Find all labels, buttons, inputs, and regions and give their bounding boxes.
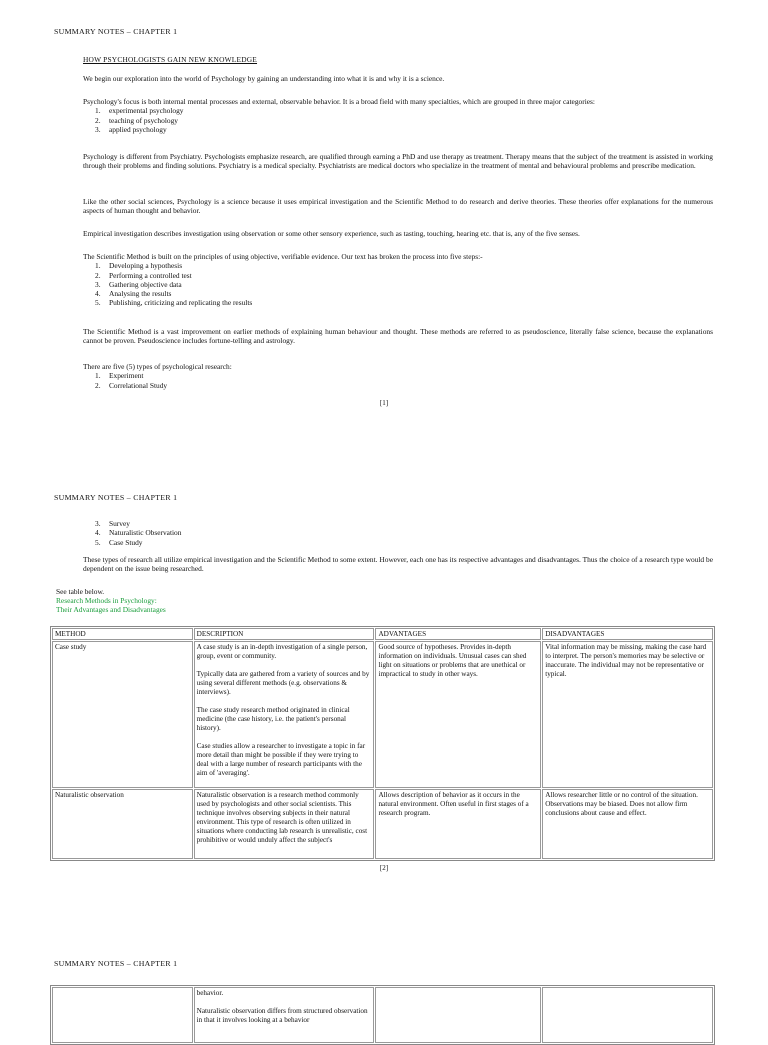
description-paragraph: behavior. [196,989,224,997]
paragraph-scientific-method [83,252,713,308]
table-header-row [52,628,713,640]
description-paragraph: Case studies allow a researcher to investigate a topic in far more detail than might be possible if they were trying to deal with a large number of research participants with the aim of 'averaging'. [196,742,366,777]
paragraph-pseudoscience: The Scientific Method is a vast improvement on earlier methods of explaining human behaviour and thought. These methods are referred to as pseudoscience, literally false science, because the explanations cannot be proven. Pseudoscience includes fortune-telling and astrology. [83,327,713,346]
description-paragraph: The case study research method originated in clinical medicine (the case history, i.e. the patient's personal history). [196,706,350,732]
table-title: Research Methods in Psychology: [56,596,157,605]
description-paragraph: Naturalistic observation is a research method commonly used by psychologists and other social scientists. This technique involves observing subjects in their natural environment. This type of research is often utilized in situations where conducting lab research is unrealistic, cost prohibitive or would unduly affect the subject's [196,791,368,844]
list-item: 1. Developing a hypothesis [95,261,183,271]
page-header: SUMMARY NOTES – CHAPTER 1 [54,493,178,502]
page-number: [1] [379,399,389,407]
description-paragraph: Typically data are gathered from a variety of sources and by using several different methods (e.g. observations & interviews). [196,670,370,696]
disadvantages-cell: Vital information may be missing, making the case hard to interpret. The person's memories may be selective or inaccurate. The individual may not be representative or typical. [542,641,713,788]
page-header: SUMMARY NOTES – CHAPTER 1 [54,959,178,968]
description-paragraph: Naturalistic observation differs from structured observation in that it involves looking at a behavior [196,1007,368,1024]
list-item: 5. Publishing, criticizing and replicating the results [95,298,253,308]
list-item: 3. Survey [95,519,130,528]
table-subtitle: Their Advantages and Disadvantages [56,605,166,614]
disadvantages-cell: Allows researcher little or no control of the situation. Observations may be biased. Does not allow firm conclusions about cause and effect. [542,789,713,859]
paragraph-empirical: Empirical investigation describes investigation using observation or some other sensory experience, such as tasting, touching, hearing etc. that is, any of the five senses. [83,229,580,238]
description-paragraph: A case study is an in-depth investigation of a single person, group, event or community. [196,643,368,660]
paragraph-science: Like the other social sciences, Psychology is a science because it uses empirical investigation and the Scientific Method to do research and derive theories. These theories offer explanations for the numerous aspects of human thought and behavior. [83,197,713,216]
page-number: [2] [379,864,389,872]
list-item: 4. Naturalistic Observation [95,528,182,538]
description-cell [194,641,375,788]
paragraph-intro: We begin our exploration into the world of Psychology by gaining an understanding into what it is and why it is a science. [83,74,445,83]
research-methods-table [50,626,715,861]
advantages-cell [375,987,541,1043]
steps-list [83,261,713,307]
list-item: 5. Case Study [95,537,143,547]
research-types-continued [83,519,713,547]
list-item: 3. Gathering objective data [95,279,182,289]
disadvantages-cell [542,987,713,1043]
table-header-cell: ADVANTAGES [375,628,541,640]
paragraph-psychiatry: Psychology is different from Psychiatry. Psychologists emphasize research, are qualified through earning a PhD and use therapy as treatment. Therapy means that the subject of the treatment is assisted in working through their problems and finding solutions. Psychiatry is a medical specialty. Psychiatrists are medical doctors who specialize in the treatment of mental and behavioural problems and prescribe medication. [83,152,713,171]
paragraph-research-types [83,362,713,390]
section-heading: HOW PSYCHOLOGISTS GAIN NEW KNOWLEDGE [83,55,258,64]
table-header-cell: DESCRIPTION [194,628,375,640]
paragraph-focus [83,97,713,134]
paragraph-research-types-text: There are five (5) types of psychological research: [83,362,232,371]
list-item: 3. applied psychology [95,124,167,134]
advantages-cell: Allows description of behavior as it occurs in the natural environment. Often useful in first stages of a research program. [375,789,541,859]
research-types-list [83,371,713,390]
table-row [52,987,713,1043]
list-item: 1. experimental psychology [95,106,184,116]
method-cell: Case study [52,641,193,788]
method-cell: Naturalistic observation [52,789,193,859]
list-item: 4. Analysing the results [95,289,172,299]
method-cell [52,987,193,1043]
list-item: 2. teaching of psychology [95,115,178,125]
paragraph-research-overview: These types of research all utilize empirical investigation and the Scientific Method to some extent. However, each one has its respective advantages and disadvantages. Thus the choice of a research type would be dependent on the issue being researched. [83,555,713,574]
advantages-cell: Good source of hypotheses. Provides in-depth information on individuals. Unusual cases can shed light on situations or problems that are unethical or impractical to study in other ways. [375,641,541,788]
table-header-cell: DISADVANTAGES [542,628,713,640]
research-methods-table-continued [50,985,715,1045]
paragraph-scientific-method-text: The Scientific Method is built on the principles of using objective, verifiable evidence. Our text has broken the process into five steps:- [83,252,483,261]
list-item: 1. Experiment [95,371,144,381]
paragraph-focus-text: Psychology's focus is both internal mental processes and external, observable behavior. It is a broad field with many specialties, which are grouped in three major categories: [83,97,595,106]
description-cell [194,789,375,859]
list-item: 2. Correlational Study [95,380,168,390]
description-cell [194,987,375,1043]
list-item: 2. Performing a controlled test [95,270,192,280]
research-types-list-continued [83,519,713,547]
table-header-cell: METHOD [52,628,193,640]
table-row [52,789,713,859]
page-header: SUMMARY NOTES – CHAPTER 1 [54,27,178,36]
see-table-note: See table below. [56,587,105,596]
category-list [83,106,713,134]
table-row [52,641,713,788]
